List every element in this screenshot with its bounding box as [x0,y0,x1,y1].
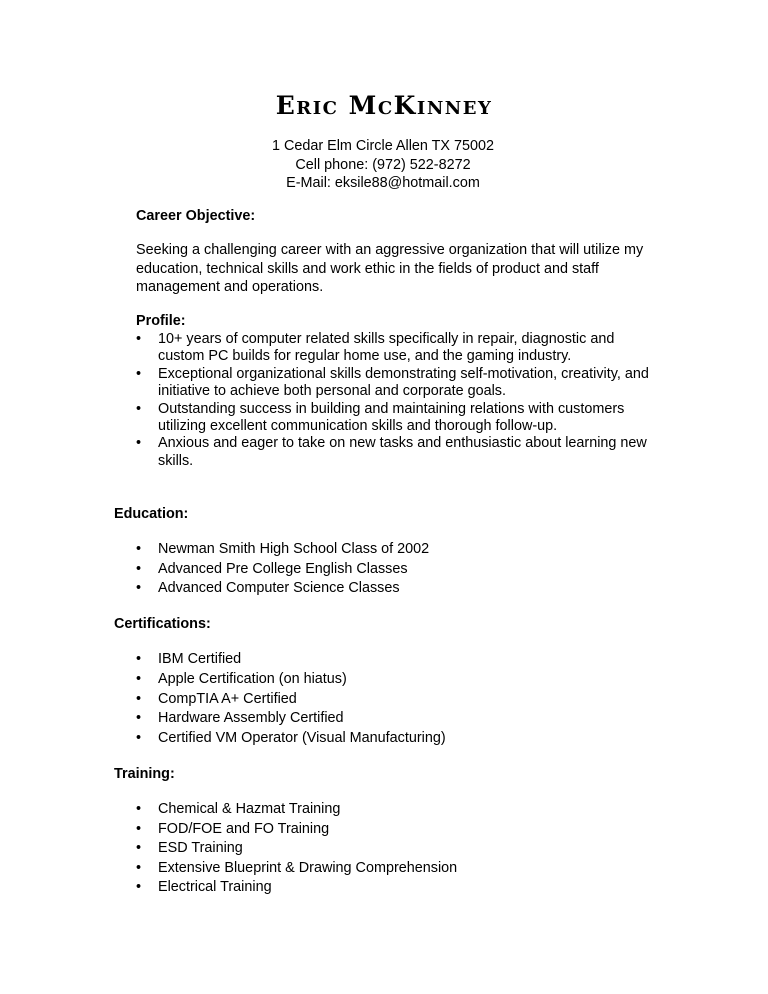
certifications-list [136,650,636,749]
list-item-text: Electrical Training [158,879,272,896]
list-item-text: Extensive Blueprint & Drawing Comprehension [158,859,458,876]
list-item-text: Hardware Assembly Certified [158,710,344,727]
bullet-icon: • [136,690,142,707]
contact-email: E-Mail: eksile88@hotmail.com [286,175,480,191]
list-item-text: Apple Certification (on hiatus) [158,670,347,687]
bullet-icon: • [136,820,142,837]
bullet-icon: • [136,670,142,687]
career-objective-heading: Career Objective: [136,208,256,224]
list-item [136,878,636,898]
bullet-icon: • [136,435,142,452]
bullet-icon: • [136,580,142,596]
education-heading: Education: [114,506,189,522]
bullet-icon: • [136,840,142,857]
bullet-icon: • [136,859,142,876]
training-heading: Training: [114,766,175,782]
career-objective-text: Seeking a challenging career with an aggressive organization that will utilize my education, technical skills and work ethic in the fields of product and staff management and operations. [136,242,644,295]
list-item-text: ESD Training [158,840,243,857]
list-item [136,540,636,560]
bullet-icon: • [136,400,142,417]
contact-phone: Cell phone: (972) 522-8272 [295,156,471,173]
contact-block [248,137,518,193]
list-item [136,690,636,710]
bullet-icon: • [136,730,142,747]
list-item-text: Chemical & Hazmat Training [158,801,341,817]
profile-heading: Profile: [136,313,186,329]
list-item [136,839,636,859]
list-item [136,859,636,879]
bullet-icon: • [136,710,142,727]
contact-address: 1 Cedar Elm Circle Allen TX 75002 [271,138,495,154]
list-item-text: Outstanding success in building and maintaining relations with customers utilizing excellent communication skills and thorough follow-up. [158,400,625,435]
bullet-icon: • [136,651,142,667]
list-item [136,800,636,820]
bullet-icon: • [136,331,142,347]
bullet-icon: • [136,365,142,382]
bullet-icon: • [136,879,142,896]
list-item-text: Anxious and eager to take on new tasks and enthusiastic about learning new skills. [158,435,647,469]
list-item [136,820,636,840]
list-item-text: Advanced Pre College English Classes [158,560,408,577]
list-item [136,729,636,749]
certifications-heading: Certifications: [114,616,211,632]
resume-name [0,91,768,121]
list-item [136,670,636,690]
list-item [136,579,636,599]
bullet-icon: • [136,801,142,817]
list-item [136,331,656,366]
education-list [136,540,636,599]
bullet-icon: • [136,541,142,557]
list-item [136,560,636,580]
training-list [136,800,636,898]
list-item-text: FOD/FOE and FO Training [158,820,330,837]
list-item-text: Exceptional organizational skills demonstrating self-motivation, creativity, and initiative to achieve both personal and corporate goals. [158,365,649,400]
bullet-icon: • [136,560,142,577]
list-item [136,401,656,436]
list-item-text: Advanced Computer Science Classes [158,580,400,596]
list-item [136,709,636,729]
list-item [136,435,656,470]
list-item [136,366,656,401]
list-item-text: Newman Smith High School Class of 2002 [158,541,430,557]
resume-name-text: Eric McKinney [275,91,493,120]
list-item [136,650,636,670]
list-item-text: CompTIA A+ Certified [158,690,297,707]
list-item-text: 10+ years of computer related skills specifically in repair, diagnostic and custom PC builds for regular home use, and the gaming industry. [158,331,615,365]
list-item-text: IBM Certified [158,651,242,667]
list-item-text: Certified VM Operator (Visual Manufacturing) [158,730,446,747]
profile-list [136,331,656,470]
